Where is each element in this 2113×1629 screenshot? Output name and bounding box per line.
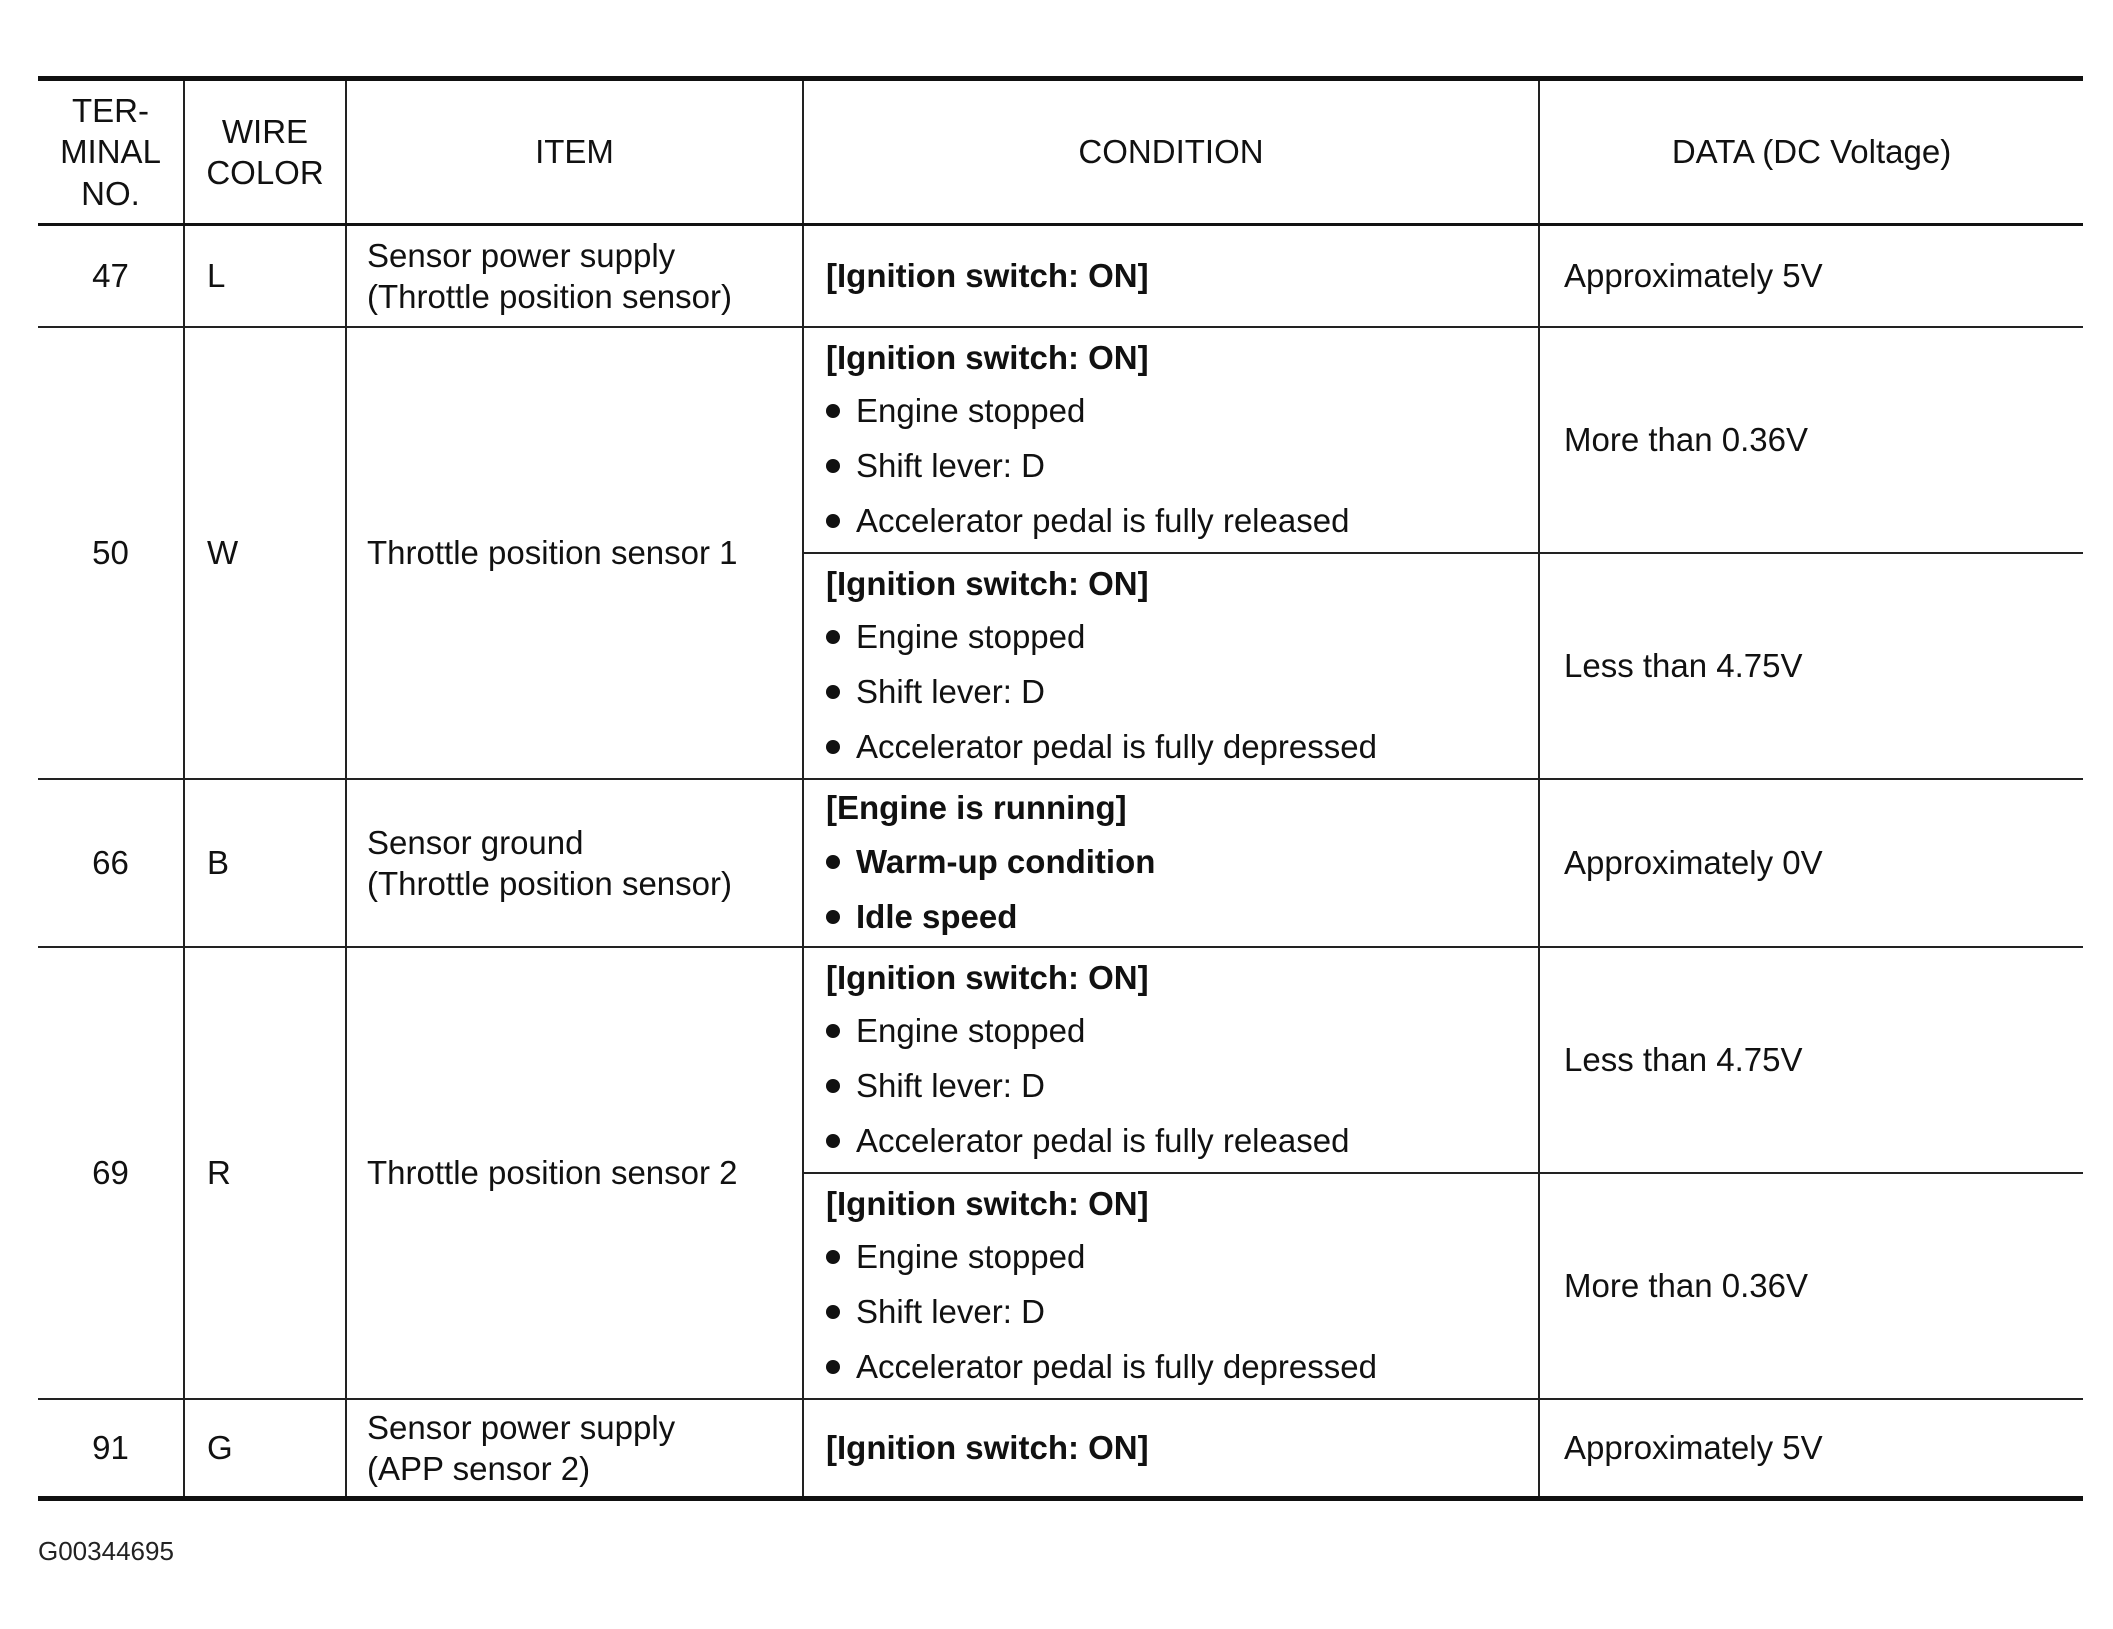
- header-wire-color: [184, 79, 346, 225]
- terminal-number: 50: [38, 327, 184, 779]
- condition-cell: [803, 225, 1539, 328]
- bullet-icon: [826, 404, 840, 418]
- condition-bullet-item: [826, 1230, 1538, 1285]
- table-row: [38, 225, 2083, 328]
- data-voltage: Less than 4.75V: [1539, 553, 2083, 779]
- bullet-icon: [826, 740, 840, 754]
- condition-heading: [Ignition switch: ON]: [826, 958, 1149, 996]
- condition-bullet-text: Warm-up condition: [856, 842, 1156, 880]
- figure-id: G00344695: [38, 1536, 174, 1566]
- bullet-icon: [826, 459, 840, 473]
- condition-cell: [803, 327, 1539, 553]
- header-item: ITEM: [346, 79, 803, 225]
- header-terminal-line-1: TER-: [72, 92, 149, 130]
- condition-bullet-text: Shift lever: D: [856, 673, 1045, 711]
- condition-bullet-item: [826, 1114, 1538, 1169]
- condition-bullet-item: [826, 439, 1538, 494]
- condition-heading: [Ignition switch: ON]: [826, 564, 1149, 602]
- condition-heading: [Engine is running]: [826, 789, 1127, 827]
- item-text: (Throttle position sensor): [367, 278, 732, 315]
- bullet-icon: [826, 1305, 840, 1319]
- item-cell: [346, 779, 803, 947]
- item-cell: [346, 1399, 803, 1499]
- condition-bullet-text: Engine stopped: [856, 618, 1086, 656]
- condition-bullet-item: [826, 384, 1538, 439]
- condition-bullet-text: Accelerator pedal is fully released: [856, 502, 1350, 540]
- bullet-icon: [826, 1024, 840, 1038]
- wire-color: R: [184, 947, 346, 1399]
- table-body: [38, 225, 2083, 1499]
- terminal-number: 47: [38, 225, 184, 328]
- terminal-table-container: [38, 76, 2083, 1501]
- data-voltage: Approximately 5V: [1539, 225, 2083, 328]
- header-wire-line-1: WIRE: [221, 112, 309, 150]
- item-cell: [346, 947, 803, 1399]
- bullet-icon: [826, 1360, 840, 1374]
- bullet-icon: [826, 910, 840, 924]
- terminal-number: 66: [38, 779, 184, 947]
- header-data: DATA (DC Voltage): [1539, 79, 2083, 225]
- condition-bullet-item: [826, 494, 1538, 549]
- bullet-icon: [826, 1079, 840, 1093]
- condition-bullet-item: [826, 1285, 1538, 1340]
- item-cell: [346, 225, 803, 328]
- data-voltage: Less than 4.75V: [1539, 947, 2083, 1173]
- bullet-icon: [826, 1134, 840, 1148]
- terminal-number: 69: [38, 947, 184, 1399]
- condition-cell: [803, 553, 1539, 779]
- wire-color: L: [184, 225, 346, 328]
- condition-bullet-text: Engine stopped: [856, 1238, 1086, 1276]
- item-text: Throttle position sensor 1: [367, 534, 738, 572]
- condition-heading: [Ignition switch: ON]: [826, 338, 1149, 376]
- condition-cell: [803, 947, 1539, 1173]
- condition-bullet-text: Engine stopped: [856, 1012, 1086, 1050]
- terminal-data-table: [38, 76, 2083, 1501]
- condition-bullet-item: [826, 834, 1538, 889]
- table-header-row: [38, 79, 2083, 225]
- condition-bullet-item: [826, 1059, 1538, 1114]
- header-wire-line-2: COLOR: [206, 154, 324, 191]
- table-row: [38, 1399, 2083, 1499]
- wire-color: B: [184, 779, 346, 947]
- bullet-icon: [826, 630, 840, 644]
- condition-heading: [Ignition switch: ON]: [826, 1184, 1149, 1222]
- condition-bullet-text: Shift lever: D: [856, 447, 1045, 485]
- terminal-number: 91: [38, 1399, 184, 1499]
- condition-cell: [803, 779, 1539, 947]
- item-text: Sensor power supply: [367, 1408, 676, 1446]
- condition-cell: [803, 1399, 1539, 1499]
- condition-bullet-text: Shift lever: D: [856, 1293, 1045, 1331]
- data-voltage: More than 0.36V: [1539, 1173, 2083, 1399]
- condition-bullet-item: [826, 720, 1538, 775]
- condition-bullet-text: Idle speed: [856, 897, 1018, 935]
- condition-bullet-item: [826, 1340, 1538, 1395]
- table-row: [38, 947, 2083, 1173]
- item-cell: [346, 327, 803, 779]
- condition-bullet-item: [826, 889, 1538, 944]
- header-condition: CONDITION: [803, 79, 1539, 225]
- condition-bullet-text: Accelerator pedal is fully depressed: [856, 728, 1377, 766]
- condition-bullet-text: Shift lever: D: [856, 1067, 1045, 1105]
- bullet-icon: [826, 685, 840, 699]
- data-voltage: Approximately 5V: [1539, 1399, 2083, 1499]
- table-row: [38, 779, 2083, 947]
- item-text: (APP sensor 2): [367, 1450, 591, 1487]
- data-voltage: More than 0.36V: [1539, 327, 2083, 553]
- condition-bullet-text: Engine stopped: [856, 392, 1086, 430]
- data-voltage: Approximately 0V: [1539, 779, 2083, 947]
- bullet-icon: [826, 1250, 840, 1264]
- condition-bullet-text: Accelerator pedal is fully depressed: [856, 1348, 1377, 1386]
- wire-color: W: [184, 327, 346, 779]
- condition-bullet-text: Accelerator pedal is fully released: [856, 1122, 1350, 1160]
- item-text: Sensor power supply: [367, 236, 676, 274]
- table-row: [38, 327, 2083, 553]
- condition-bullet-item: [826, 610, 1538, 665]
- header-terminal-line-2: MINAL: [60, 133, 161, 171]
- bullet-icon: [826, 514, 840, 528]
- item-text: Throttle position sensor 2: [367, 1154, 738, 1192]
- condition-heading: [Ignition switch: ON]: [826, 257, 1149, 295]
- bullet-icon: [826, 855, 840, 869]
- header-terminal-no: [38, 79, 184, 225]
- wire-color: G: [184, 1399, 346, 1499]
- item-text: Sensor ground: [367, 823, 584, 861]
- condition-bullet-item: [826, 1004, 1538, 1059]
- condition-cell: [803, 1173, 1539, 1399]
- header-terminal-line-3: NO.: [81, 174, 140, 212]
- condition-heading: [Ignition switch: ON]: [826, 1429, 1149, 1467]
- condition-bullet-item: [826, 665, 1538, 720]
- item-text: (Throttle position sensor): [367, 865, 732, 902]
